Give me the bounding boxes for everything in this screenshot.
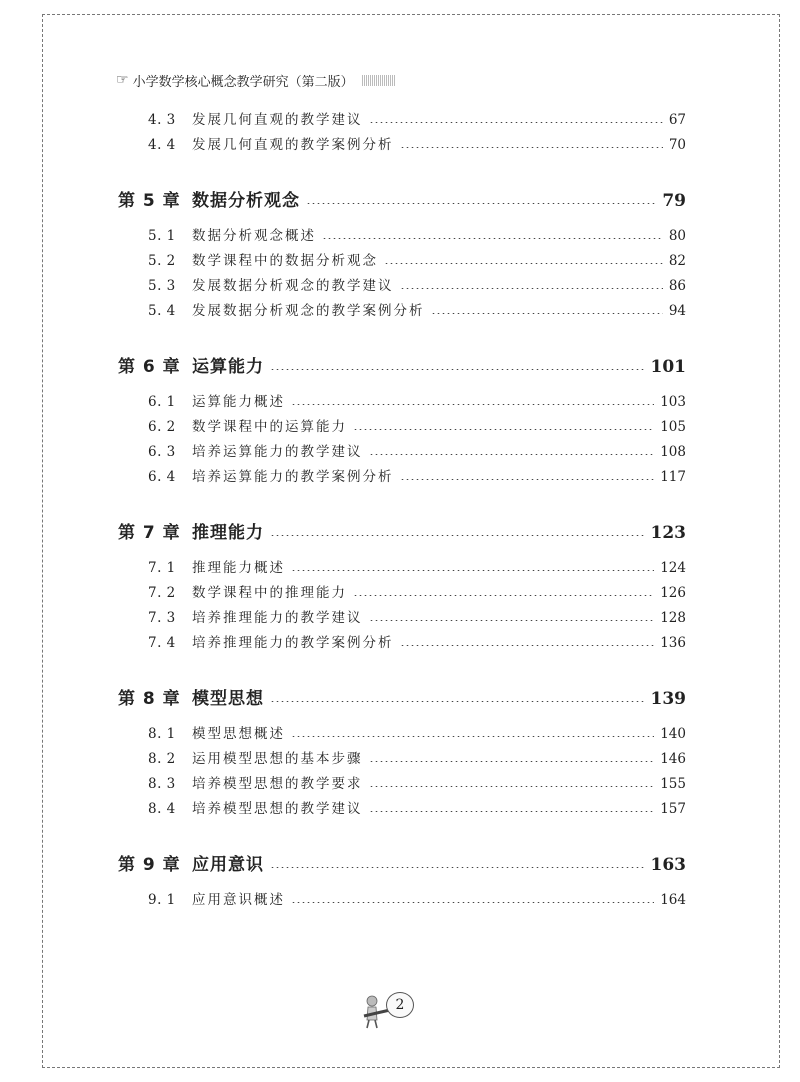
toc-section-entry[interactable] [118, 797, 686, 822]
pointing-hand-icon: ☞ [116, 72, 129, 88]
chapter-number: 第 9 章 [118, 855, 181, 875]
section-number: 7. 3 [148, 610, 176, 626]
section-title: 模型思想概述 [192, 726, 285, 742]
section-number: 9. 1 [148, 892, 176, 908]
section-title: 发展数据分析观念的教学建议 [192, 278, 394, 294]
section-number: 7. 2 [148, 585, 176, 601]
dot-leader [291, 570, 654, 571]
section-title: 培养模型思想的教学建议 [192, 801, 363, 817]
section-title: 运用模型思想的基本步骤 [192, 751, 363, 767]
section-page-number: 108 [660, 444, 686, 460]
dot-leader [353, 429, 654, 430]
toc-section-entry[interactable] [118, 224, 686, 249]
toc-section-entry[interactable] [118, 722, 686, 747]
dot-leader [270, 701, 645, 702]
dot-leader [270, 867, 645, 868]
chapter-title: 数据分析观念 [192, 191, 300, 211]
toc-chapter-entry[interactable] [118, 684, 686, 714]
section-number: 8. 4 [148, 801, 176, 817]
section-page-number: 164 [660, 892, 686, 908]
dot-leader [400, 479, 655, 480]
section-page-number: 128 [660, 610, 686, 626]
section-title: 培养推理能力的教学案例分析 [192, 635, 394, 651]
section-title: 数据分析观念概述 [192, 228, 316, 244]
section-page-number: 80 [668, 228, 686, 244]
toc-section-entry[interactable] [118, 747, 686, 772]
dot-leader [369, 761, 655, 762]
dot-leader [270, 369, 645, 370]
section-title: 培养运算能力的教学案例分析 [192, 469, 394, 485]
dot-leader [384, 263, 663, 264]
section-number: 5. 2 [148, 253, 176, 269]
section-title: 发展几何直观的教学建议 [192, 112, 363, 128]
dot-leader [400, 147, 663, 148]
dot-leader [369, 122, 663, 123]
section-page-number: 136 [660, 635, 686, 651]
table-of-contents [118, 108, 686, 913]
toc-section-entry[interactable] [118, 133, 686, 158]
section-number: 7. 4 [148, 635, 176, 651]
section-page-number: 67 [668, 112, 686, 128]
section-number: 8. 1 [148, 726, 176, 742]
section-number: 5. 3 [148, 278, 176, 294]
section-page-number: 146 [660, 751, 686, 767]
toc-section-entry[interactable] [118, 108, 686, 133]
section-title: 数学课程中的推理能力 [192, 585, 347, 601]
toc-section-entry[interactable] [118, 415, 686, 440]
section-page-number: 126 [660, 585, 686, 601]
dot-leader [291, 736, 654, 737]
dot-leader [291, 902, 654, 903]
toc-section-entry[interactable] [118, 888, 686, 913]
dot-leader [306, 203, 656, 204]
toc-section-entry[interactable] [118, 440, 686, 465]
chapter-title: 运算能力 [192, 357, 264, 377]
toc-chapter-entry[interactable] [118, 352, 686, 382]
section-number: 4. 4 [148, 137, 176, 153]
dot-leader [270, 535, 645, 536]
section-title: 应用意识概述 [192, 892, 285, 908]
toc-chapter-entry[interactable] [118, 518, 686, 548]
dot-leader [400, 288, 663, 289]
page-number: 2 [386, 992, 414, 1018]
chapter-number: 第 6 章 [118, 357, 181, 377]
section-page-number: 157 [660, 801, 686, 817]
section-title: 培养模型思想的教学要求 [192, 776, 363, 792]
section-page-number: 82 [668, 253, 686, 269]
chapter-page-number: 139 [650, 689, 686, 709]
section-number: 6. 3 [148, 444, 176, 460]
section-number: 6. 4 [148, 469, 176, 485]
chapter-number: 第 7 章 [118, 523, 181, 543]
section-number: 6. 2 [148, 419, 176, 435]
section-title: 推理能力概述 [192, 560, 285, 576]
section-number: 4. 3 [148, 112, 176, 128]
page-footer [362, 990, 432, 1030]
chapter-title: 推理能力 [192, 523, 264, 543]
section-page-number: 86 [668, 278, 686, 294]
book-title: 小学数学核心概念教学研究（第二版） [132, 74, 354, 90]
dot-leader [369, 786, 655, 787]
toc-chapter-entry[interactable] [118, 850, 686, 880]
section-number: 5. 1 [148, 228, 176, 244]
section-number: 6. 1 [148, 394, 176, 410]
chapter-number: 第 5 章 [118, 191, 181, 211]
toc-section-entry[interactable] [118, 606, 686, 631]
toc-chapter-entry[interactable] [118, 186, 686, 216]
chapter-number: 第 8 章 [118, 689, 181, 709]
toc-section-entry[interactable] [118, 631, 686, 656]
toc-section-entry[interactable] [118, 465, 686, 490]
dot-leader [353, 595, 654, 596]
dot-leader [369, 811, 655, 812]
toc-section-entry[interactable] [118, 581, 686, 606]
section-number: 8. 2 [148, 751, 176, 767]
toc-section-entry[interactable] [118, 390, 686, 415]
section-number: 7. 1 [148, 560, 176, 576]
chapter-page-number: 163 [650, 855, 686, 875]
section-page-number: 105 [660, 419, 686, 435]
dot-leader [291, 404, 654, 405]
running-header [116, 70, 396, 90]
section-title: 培养推理能力的教学建议 [192, 610, 363, 626]
dot-leader [431, 313, 663, 314]
dot-leader [369, 620, 655, 621]
section-title: 培养运算能力的教学建议 [192, 444, 363, 460]
section-title: 数学课程中的数据分析观念 [192, 253, 378, 269]
section-title: 运算能力概述 [192, 394, 285, 410]
dot-leader [322, 238, 663, 239]
section-number: 8. 3 [148, 776, 176, 792]
section-page-number: 124 [660, 560, 686, 576]
section-page-number: 117 [660, 469, 686, 485]
dot-leader [369, 454, 655, 455]
section-page-number: 70 [668, 137, 686, 153]
section-number: 5. 4 [148, 303, 176, 319]
section-page-number: 155 [660, 776, 686, 792]
section-page-number: 103 [660, 394, 686, 410]
toc-section-entry[interactable] [118, 299, 686, 324]
dot-leader [400, 645, 655, 646]
section-title: 发展数据分析观念的教学案例分析 [192, 303, 425, 319]
chapter-title: 模型思想 [192, 689, 264, 709]
section-page-number: 140 [660, 726, 686, 742]
toc-section-entry[interactable] [118, 772, 686, 797]
header-decoration [362, 75, 396, 86]
section-page-number: 94 [668, 303, 686, 319]
section-title: 数学课程中的运算能力 [192, 419, 347, 435]
toc-section-entry[interactable] [118, 249, 686, 274]
toc-section-entry[interactable] [118, 556, 686, 581]
chapter-page-number: 79 [662, 191, 686, 211]
toc-section-entry[interactable] [118, 274, 686, 299]
section-title: 发展几何直观的教学案例分析 [192, 137, 394, 153]
chapter-title: 应用意识 [192, 855, 264, 875]
chapter-page-number: 123 [650, 523, 686, 543]
chapter-page-number: 101 [650, 357, 686, 377]
